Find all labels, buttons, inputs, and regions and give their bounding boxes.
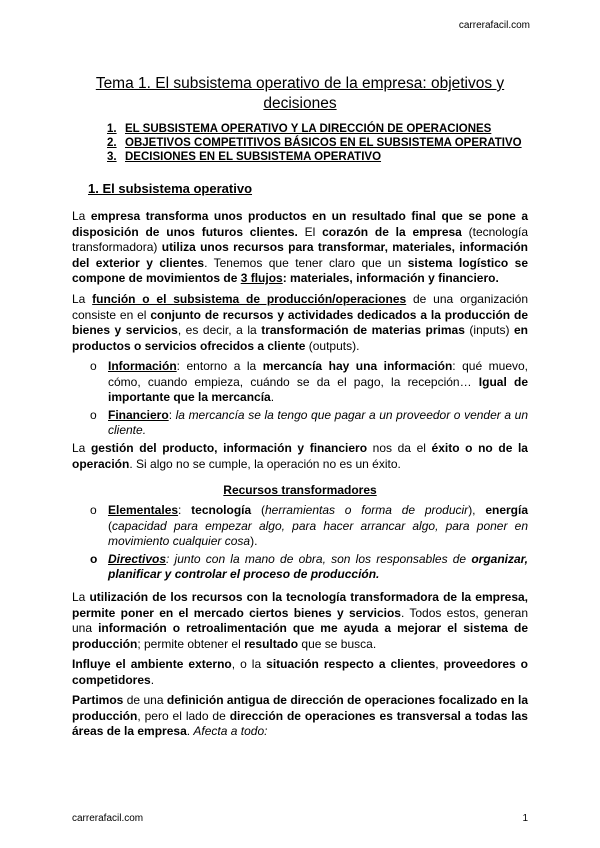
footer-site: carrerafacil.com — [72, 813, 144, 824]
list-item: o Elementales: tecnología (herramientas o forma de producir), energía (capacidad para empezar algo, para hacer arrancar algo, para poner en movimiento cualquier cosa). — [90, 503, 528, 548]
list-item: o Financiero: la mercancía se la tengo que pagar a un proveedor o vender a un cliente. — [90, 407, 528, 437]
toc-item: 2. OBJETIVOS COMPETITIVOS BÁSICOS EN EL SUBSISTEMA OPERATIVO — [107, 137, 522, 149]
list-item: o Directivos: junto con la mano de obra, son los responsables de organizar, planificar y controlar el proceso de producción. — [90, 551, 528, 581]
section-heading: 1. El subsistema operativo — [88, 181, 253, 196]
header-site: carrerafacil.com — [458, 20, 530, 31]
bullet-list-resources — [72, 503, 528, 585]
paragraph-6: Partimos de una definición antigua de dirección de operaciones focalizado en la producción, pero el lado de dirección de operaciones es transversal a todas las áreas de la empresa. Afecta a todo: — [72, 693, 528, 738]
toc-item: 1. EL SUBSISTEMA OPERATIVO Y LA DIRECCIÓN DE OPERACIONES — [107, 123, 492, 135]
bullet-list-flows — [72, 359, 528, 441]
page-title: Tema 1. El subsistema operativo de la empresa: objetivos y decisiones — [95, 75, 505, 112]
toc-item: 3. DECISIONES EN EL SUBSISTEMA OPERATIVO — [107, 151, 382, 163]
table-of-contents — [107, 122, 528, 164]
paragraph-1: La empresa transforma unos productos en un resultado final que se pone a disposición de unos futuros clientes. El corazón de la empresa (tecnología transformadora) utiliza unos recursos para transformar, materiales, información del exterior y clientes. Tenemos que tener claro que un sistema logístico se compone de movimientos de 3 flujos: materiales, información y financiero. — [72, 209, 529, 285]
paragraph-3: La gestión del producto, información y financiero nos da el éxito o no de la operación. Si algo no se cumple, la operación no es un éxito. — [72, 441, 528, 471]
paragraph-5: Influye el ambiente externo, o la situación respecto a clientes, proveedores o competidores. — [72, 657, 529, 687]
page-number: 1 — [522, 813, 528, 824]
paragraph-4: La utilización de los recursos con la tecnología transformadora de la empresa, permite poner en el mercado ciertos bienes y servicios. Todos estos, generan una información o retroalimentación que me ayuda a mejorar el sistema de producción; permite obtener el resultado que se busca. — [72, 590, 529, 651]
list-item: o Información: entorno a la mercancía hay una información: qué muevo, cómo, cuando empieza, cuándo se da el pago, la recepción… Igual de importante que la mercancía. — [90, 359, 529, 404]
subheading: Recursos transformadores — [223, 483, 377, 497]
paragraph-2: La función o el subsistema de producción/operaciones de una organización consiste en el conjunto de recursos y actividades dedicados a la producción de bienes y servicios, es decir, a la transformación de materias primas (inputs) en productos o servicios ofrecidos a cliente (outputs). — [72, 292, 529, 353]
